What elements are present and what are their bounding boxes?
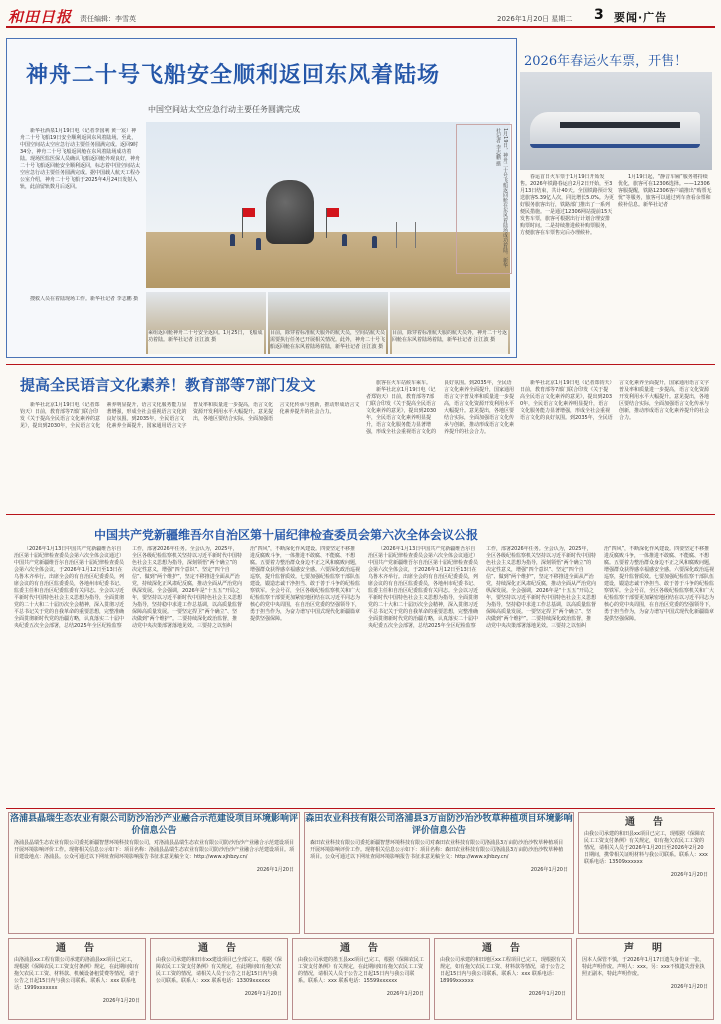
notice-body: 由洛浦县xx工程有限公司承建的洛浦县xx项目已完工，现根据《保障农民工工资支付条例》规定，在此期间如有拖欠农民工工资、材料款、机械设备租赁费等情况，请于公告之日起15日内与我公司联系。联系人：xxx 联系电话：1999xxxxxxx (14, 957, 140, 991)
notice-date: 2026年1月20日 (102, 998, 140, 1004)
notice-body: 由我公司承建的墨玉县xx项目已完工，根据《保障农民工工资支付条例》有关规定，在此期间如有拖欠农民工工资的情况，请相关人员于公告之日起15日内与我公司联系。联系人：xxx 联系电话：15599xxxxxx (298, 957, 424, 984)
photo-caption-1: 乘组返回舱神舟二十号安全返回。1月25日，飞船成功着陆。新华社记者 汪江波 摄 (148, 330, 264, 356)
discipline-body: （2026年1月13日中国共产党新疆维吾尔自治区第十届纪律检查委员会第六次全体会议通过）中国共产党新疆维吾尔自治区第十届纪律检查委员会第六次全体会议，于2026年1月12日至13日在乌鲁木齐举行。出席全会的有自治区纪委委员，列席会议的有自治区监委委员，各地州市纪委书记、监委主任和自治区纪委监委有关同志。全会以习近平新时代中国特色社会主义思想为指导，全面贯彻党的二十大和二十届历次全会精神，深入贯彻习近平总书记关于党的自我革命的重要思想，完整准确全面贯彻新时代党的治疆方略，认真落实二十届中央纪委五次全会部署，总结2025年全区纪检监察工作，部署2026年任务。全会认为，2025年，全区各级纪检监察机关坚持以习近平新时代中国特色社会主义思想为指导，深刻领悟“两个确立”的决定性意义，增强“四个意识”、坚定“四个自信”、做到“两个维护”，坚定不移推进全面从严治党，持续深化正风肃纪反腐，推动全面从严治党向纵深发展。全会强调，2026年是“十五五”开局之年，要坚持以习近平新时代中国特色社会主义思想为指导，坚持稳中求进工作总基调，以高质量监督保障高质量发展。一要坚定捍卫“两个确立”、坚决做到“两个维护”。二要持续深化政治监督，推动党中央决策部署落地见效。三要持之以恒纠治“四风”，不断深化作风建设。四要坚定不移推进反腐败斗争，一体推进不敢腐、不能腐、不想腐。五要着力整治群众身边不正之风和腐败问题，增强群众获得感幸福感安全感。六要深化政治巡视巡察，提升监督质效。七要加强纪检监察干部队伍建设，锻造忠诚干净担当、敢于善于斗争的纪检监察铁军。全会号召，全区各级纪检监察机关和广大纪检监察干部要更加紧密地团结在以习近平同志为核心的党中央周围，在自治区党委的坚强领导下，勇于担当作为，为奋力谱写中国式现代化新疆篇章提供坚强保障。 （2026年1月13日中国共产党新疆维吾尔自治区第十届纪律检查委员会第六次全体会议通过）中国共产党新疆维吾尔自治区第十届纪律检查委员会第六次全体会议，于2026年1月12日至13日在乌鲁木齐举行。出席全会的有自治区纪委委员，列席会议的有自治区监委委员，各地州市纪委书记、监委主任和自治区纪委监委有关同志。全会以习近平新时代中国特色社会主义思想为指导，全面贯彻党的二十大和二十届历次全会精神，深入贯彻习近平总书记关于党的自我革命的重要思想，完整准确全面贯彻新时代党的治疆方略，认真落实二十届中央纪委五次全会部署，总结2025年全区纪检监察工作，部署2026年任务。全会认为，2025年，全区各级纪检监察机关坚持以习近平新时代中国特色社会主义思想为指导，深刻领悟“两个确立”的决定性意义，增强“四个意识”、坚定“四个自信”、做到“两个维护”，坚定不移推进全面从严治党，持续深化正风肃纪反腐，推动全面从严治党向纵深发展。全会强调，2026年是“十五五”开局之年，要坚持以习近平新时代中国特色社会主义思想为指导，坚持稳中求进工作总基调，以高质量监督保障高质量发展。一要坚定捍卫“两个确立”、坚决做到“两个维护”。二要持续深化政治监督，推动党中央决策部署落地见效。三要持之以恒纠治“四风”，不断深化作风建设。四要坚定不移推进反腐败斗争，一体推进不敢腐、不能腐、不想腐。五要着力整治群众身边不正之风和腐败问题，增强群众获得感幸福感安全感。六要深化政治巡视巡察，提升监督质效。七要加强纪检监察干部队伍建设，锻造忠诚干净担当、敢于善于斗争的纪检监察铁军。全会号召，全区各级纪检监察机关和广大纪检监察干部要更加紧密地团结在以习近平同志为核心的党中央周围，在自治区党委的坚强领导下，勇于担当作为，为奋力谱写中国式现代化新疆篇章提供坚强保障。 (14, 546, 714, 629)
photo-caption-2: 目前，除穿着标准航天服外的航天员，空间站航天员需要执行任务已开展相关情况。此外，神舟二十号飞船返回舱在东风着陆场着陆，新华社记者 汪江波 摄 (270, 330, 386, 356)
ad-date: 2026年1月20日 (256, 867, 294, 873)
notice-title: 通 告 (198, 943, 240, 954)
ad-box-3 (578, 812, 714, 934)
person (256, 238, 261, 250)
notice-date: 2026年1月20日 (670, 872, 708, 878)
divider (6, 364, 715, 365)
editor-credit: 责任编辑：李雪英 (80, 15, 136, 23)
notice-date: 2026年1月20日 (528, 991, 566, 997)
issue-date: 2026年1月20日 星期二 (497, 15, 573, 23)
train-photo (520, 72, 712, 170)
spring-body: 春运首日火车票于1月19日开始发售。2026年铁路春运自2月2日开始，至3月13日结束，共计40天。全国铁路预计发送旅客5.39亿人次，同比增长5.0%。为更好服务旅客出行，铁路部门推出了一系列便民措施。一是通过12306网站提前15天发售车票，旅客可根据出行计划合理安排购票时间。二是持续推进候补购票服务，方便旅客在车票售完后办理候补。 (520, 174, 614, 236)
notice-date: 2026年1月20日 (244, 991, 282, 997)
notice-box-2 (150, 938, 288, 1020)
culture-body-3: 新华社北京1月19日电（记者郑钧天）日前，教育部等7部门联合印发《关于提高全民语言文化素养的意见》，提出到2030年，全民语言文化素养明显提升，语言文化服务能力显著增强，形成全社会重视语言文化的良好氛围。到2035年，全民语言文化素养全面提升，国家通用语言文字普及率和质量进一步提高，语言文化资源开发利用水平大幅提升。意见提出，各地区要结合实际，全面加强语言文化传承与创新，推动形成语言文化素养提升的社会合力。 (520, 380, 710, 421)
ad-title: 洛浦县晶瑞生态农业有限公司防沙治沙产业融合示范建设项目环境影响评价信息公告 (9, 814, 298, 836)
notice-body: 由我公司承建的和田地区xx工程项目已完工，现根据有关规定，如有拖欠农民工工资、材料款等情况，请于公告之日起15日内与我公司联系。联系人：xxx 联系电话：18999xxxxxx (440, 957, 566, 984)
notice-box-4 (434, 938, 572, 1020)
lead-body-2: 搜救人员在着陆现场工作。新华社记者 李志鹏 摄 (30, 296, 139, 302)
divider (6, 808, 715, 809)
divider (6, 514, 715, 515)
vertical-caption: 1月19日，神舟二十号飞船返回舱在东风着陆场成功着陆。新华社记者 李志鹏 摄 (456, 124, 512, 274)
person (372, 236, 377, 248)
notice-box-3 (292, 938, 430, 1020)
notice-title: 通 告 (482, 943, 524, 954)
culture-body: 新华社北京1月19日电（记者郑钧天）日前，教育部等7部门联合印发《关于提高全民语言文化素养的意见》，提出到2030年，全民语言文化素养明显提升，语言文化服务能力显著增强，形成全社会重视语言文化的良好氛围。到2035年，全民语言文化素养全面提升，国家通用语言文字普及率和质量进一步提高，语言文化资源开发利用水平大幅提升。意见提出，各地区要结合实际，全面加强语言文化传承与创新，推动形成语言文化素养提升的社会合力。 (20, 402, 360, 429)
ad-body: 洛浦县晶瑞生态农业有限公司委托新疆智慧环境科技有限公司，对洛浦县晶瑞生态农业有限公司防沙治沙产业融合示范建设项目开展环境影响评价工作。现将相关信息公示如下：项目名称：洛浦县晶瑞生态农业有限公司防沙治沙产业融合示范建设项目。项目建设地点：洛浦县。公众可通过以下网址查阅环境影响报告书征求意见稿全文：http://www.xjhbzy.cn/ (14, 840, 295, 860)
culture-headline: 提高全民语言文化素养！教育部等7部门发文 (20, 376, 316, 394)
notice-title: 声 明 (624, 943, 666, 954)
notice-box-5 (576, 938, 714, 1020)
person (342, 234, 347, 246)
ad-box-2 (304, 812, 574, 934)
photo-caption-3: 目前，除穿着标准航天服的航天员外，神舟二十号返回舱在东风着陆场着陆，新华社记者 汪江波 摄 (392, 330, 508, 356)
ad-box-1 (8, 812, 300, 934)
lead-subheadline: 中国空间站太空应急行动主要任务圆满完成 (148, 105, 300, 114)
culture-body-2: 旅客在火车站候车乘车。 新华社北京1月19日电（记者郑钧天）日前，教育部等7部门联合印发《关于提高全民语言文化素养的意见》，提出到2030年，全民语言文化素养明显提升，语言文化服务能力显著增强，形成全社会重视语言文化的良好氛围。到2035年，全民语言文化素养全面提升，国家通用语言文字普及率和质量进一步提高，语言文化资源开发利用水平大幅提升。意见提出，各地区要结合实际，全面加强语言文化传承与创新，推动形成语言文化素养提升的社会合力。 (366, 380, 515, 435)
train (530, 112, 700, 148)
ad-title: 森田农业科技有限公司洛浦县3万亩防沙治沙牧草种植项目环境影响评价信息公告 (305, 814, 573, 836)
lead-body: 新华社酒泉1月19日电（记者李国利 黄一宸）神舟二十号飞船19日安全顺利返回东风着陆场。至此，中国空间站太空应急行动主要任务圆满完成。返回9时34分，神舟二十号飞船返回舱在东风着陆场成功着陆。现场医监医保人员确认飞船返回舱外观良好，神舟二十号飞船返回舱安全顺利返回，标志着中国空间站太空应急行动主要任务圆满完成。据中国载人航天工程办公室介绍，神舟二十号飞船于2025年4月24日发射入轨，此前留轨数月后返回。 (20, 128, 140, 190)
return-capsule (266, 180, 314, 244)
notice-body: 由我公司承建的和田县xx项目已完工，现根据《保障农民工工资支付条例》有关规定，如有拖欠农民工工资的情况，请相关人员于2026年1月20日至2026年2月20日期间，携带相关证明材料与我公司联系。联系人：xxx 联系电话：13509xxxxxx (584, 831, 708, 865)
discipline-headline: 中国共产党新疆维吾尔自治区第十届纪律检查委员会第六次全体会议公报 (94, 528, 479, 542)
spring-body-2: 1月19日起，“静音车厢”服务将持续优化，旅客可在12306选择。——12306客服提醒，铁路12306客户端推出“购票无忧”等服务，旅客可以通过列车查看余票和候补信息。新华社记者 (618, 174, 712, 208)
tripod (396, 222, 416, 248)
notice-title: 通 告 (56, 943, 98, 954)
notice-title: 通 告 (340, 943, 382, 954)
notice-body: 因本人保管不慎，于2026年1月17日遗失身份证一张，特此声明作废。声明人：xxx。另：xxx不慎遗失营业执照正副本，特此声明作废。 (582, 957, 705, 977)
notice-title: 通 告 (625, 817, 667, 828)
section-name: 要闻·广告 (614, 11, 668, 24)
flag (327, 208, 339, 217)
notice-box-1 (8, 938, 146, 1020)
notice-date: 2026年1月20日 (386, 991, 424, 997)
lead-headline: 神舟二十号飞船安全顺利返回东风着陆场 (26, 62, 441, 88)
spring-headline: 2026年春运火车票，开售！ (524, 54, 688, 69)
ad-body: 森田农业科技有限公司委托新疆智慧环境科技有限公司对森田农业科技有限公司洛浦县3万亩防沙治沙牧草种植项目开展环境影响评价工作。现将相关信息公示如下：项目名称：森田农业科技有限公司洛浦县3万亩防沙治沙牧草种植项目。公众可通过以下网址查阅环境影响报告书征求意见稿全文：http://www.xjhbzy.cn/ (310, 840, 564, 860)
person (230, 234, 235, 246)
page-number: 3 (594, 7, 604, 23)
ad-date: 2026年1月20日 (530, 867, 568, 873)
train-windows (560, 122, 680, 128)
flag (243, 208, 255, 217)
notice-body: 由我公司承建的和田市xx建设项目已全部完工，根据《保障农民工工资支付条例》有关规定，在此期间如有拖欠农民工工资的情况，请相关人员于公告之日起15日内与我公司联系。联系人：xxx 联系电话：13309xxxxxx (156, 957, 282, 984)
newspaper-logo: 和田日报 (8, 8, 73, 26)
notice-date: 2026年1月20日 (670, 984, 708, 990)
